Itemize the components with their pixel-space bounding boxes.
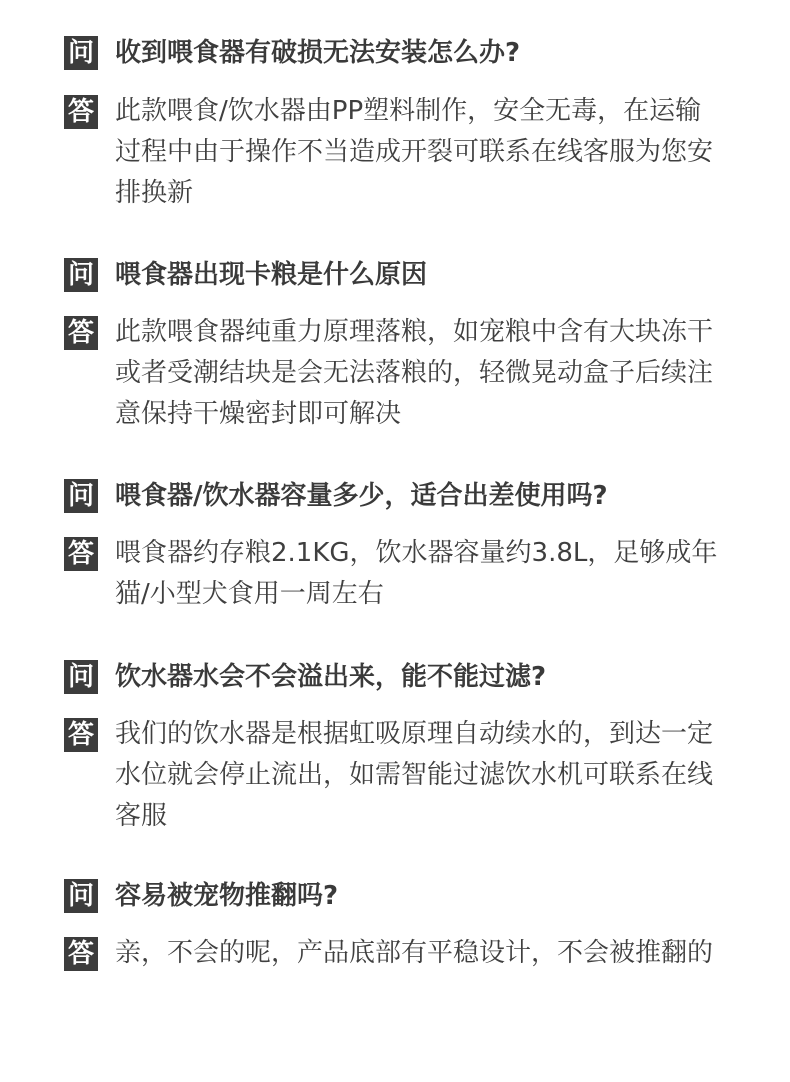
faq-question-row bbox=[64, 36, 744, 70]
faq-question-row bbox=[64, 258, 744, 292]
faq-answer-text: 亲，不会的呢，产品底部有平稳设计，不会被推翻的 bbox=[115, 938, 714, 968]
faq-answer-text: 喂食器约存粮2.1KG，饮水器容量约3.8L，足够成年猫/小型犬食用一周左右 bbox=[115, 538, 718, 609]
question-badge: 问 bbox=[64, 660, 98, 694]
faq-answer-row bbox=[64, 95, 744, 214]
question-badge: 问 bbox=[64, 36, 98, 70]
answer-badge: 答 bbox=[64, 718, 98, 752]
faq-answer-text: 此款喂食/饮水器由PP塑料制作，安全无毒，在运输过程中由于操作不当造成开裂可联系在线客服为您安排换新 bbox=[115, 96, 714, 208]
faq-question-text: 喂食器出现卡粮是什么原因 bbox=[115, 260, 428, 290]
faq-answer-row bbox=[64, 937, 744, 974]
answer-badge: 答 bbox=[64, 537, 98, 571]
question-badge: 问 bbox=[64, 479, 98, 513]
answer-badge: 答 bbox=[64, 95, 98, 129]
question-badge: 问 bbox=[64, 258, 98, 292]
faq-question-text: 容易被宠物推翻吗? bbox=[115, 881, 339, 911]
faq-answer-text: 我们的饮水器是根据虹吸原理自动续水的，到达一定水位就会停止流出，如需智能过滤饮水机可联系在线客服 bbox=[115, 719, 714, 831]
faq-answer-row bbox=[64, 537, 744, 615]
faq-question-text: 收到喂食器有破损无法安装怎么办? bbox=[115, 38, 521, 68]
faq-question-row bbox=[64, 660, 744, 694]
question-badge: 问 bbox=[64, 879, 98, 913]
answer-badge: 答 bbox=[64, 316, 98, 350]
faq-answer-text: 此款喂食器纯重力原理落粮，如宠粮中含有大块冻干或者受潮结块是会无法落粮的，轻微晃动盒子后续注意保持干燥密封即可解决 bbox=[115, 317, 714, 429]
faq-question-text: 喂食器/饮水器容量多少，适合出差使用吗? bbox=[115, 481, 608, 511]
faq-question-row bbox=[64, 879, 744, 913]
answer-badge: 答 bbox=[64, 937, 98, 971]
faq-answer-row bbox=[64, 316, 744, 435]
faq-question-row bbox=[64, 479, 744, 513]
faq-answer-row bbox=[64, 718, 744, 837]
faq-question-text: 饮水器水会不会溢出来，能不能过滤? bbox=[115, 662, 547, 692]
